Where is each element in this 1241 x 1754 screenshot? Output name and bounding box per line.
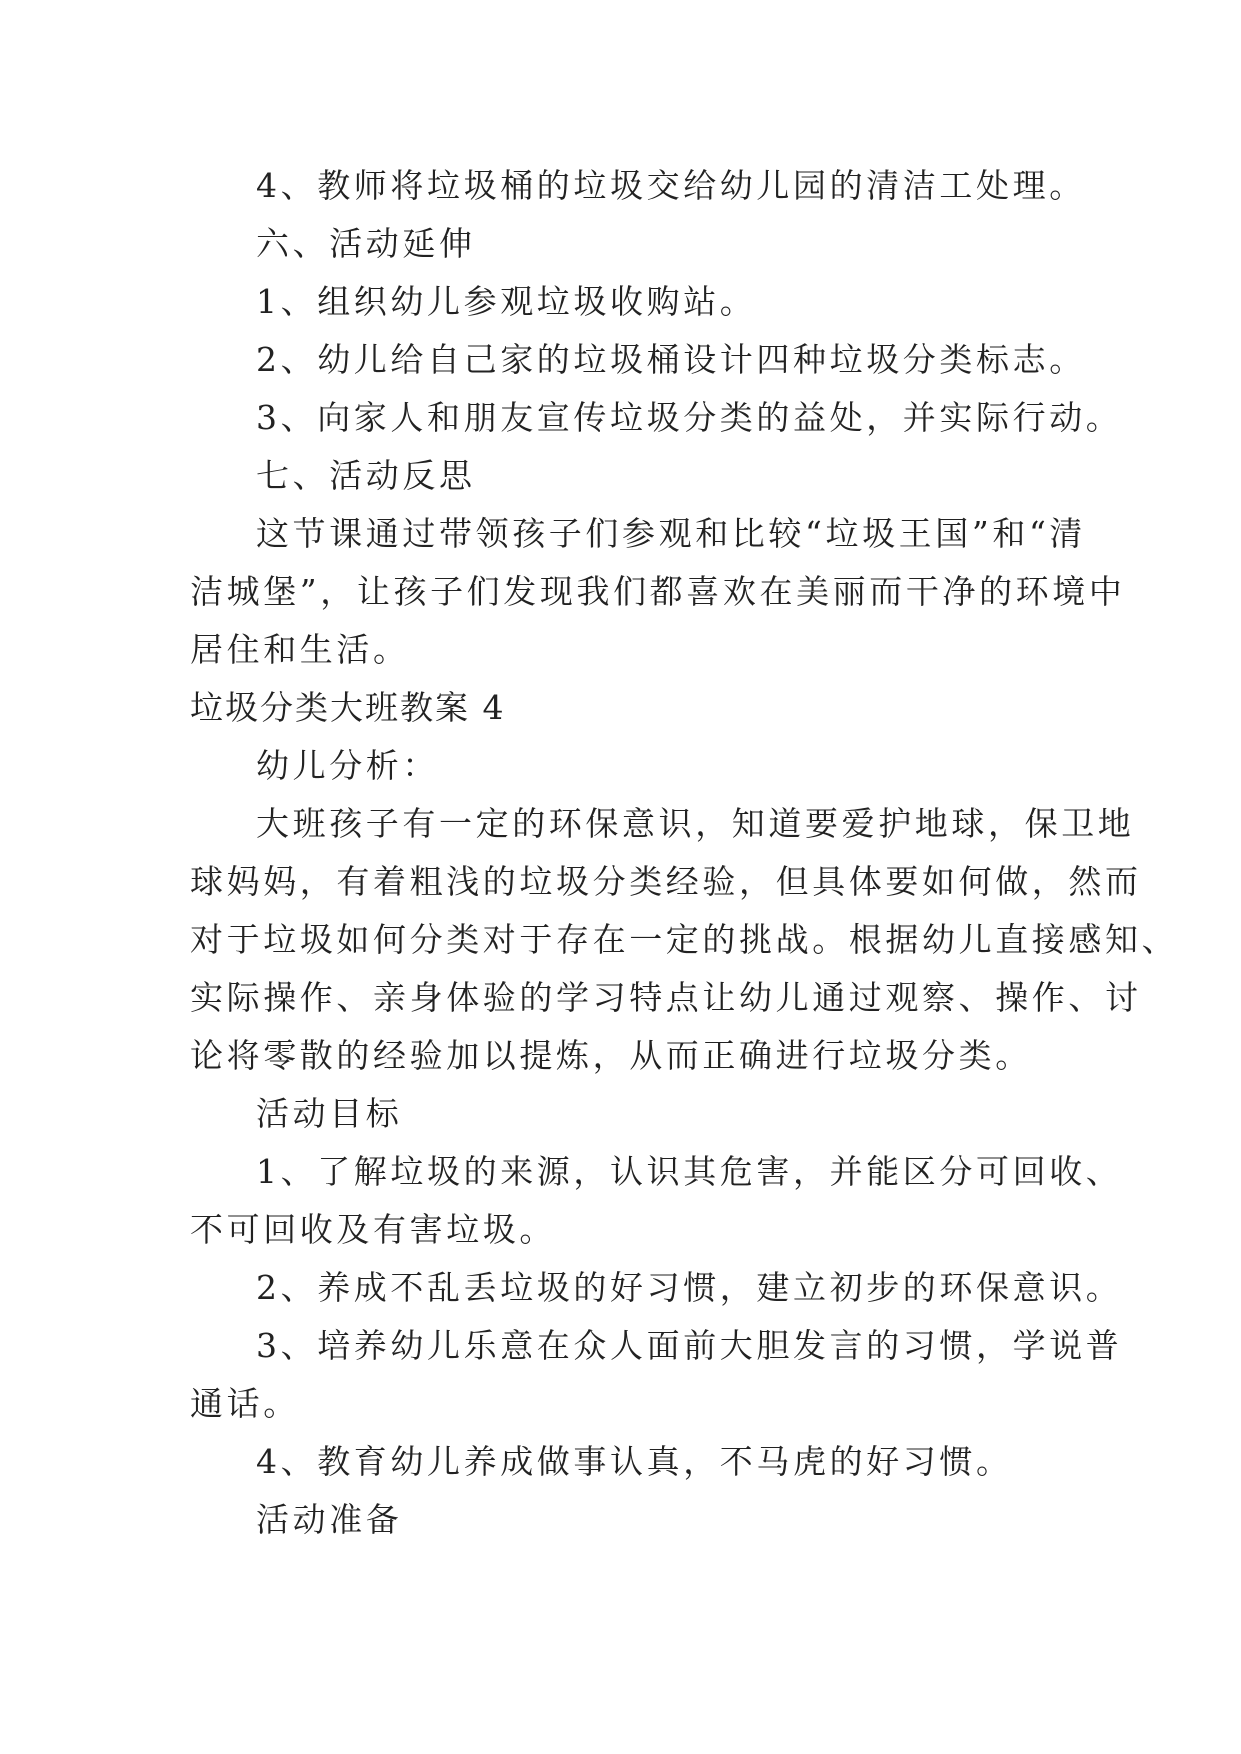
text-line: 六、活动延伸 (256, 224, 476, 263)
text-line: 3、向家人和朋友宣传垃圾分类的益处，并实际行动。 (256, 398, 1123, 437)
text-line: 2、幼儿给自己家的垃圾桶设计四种垃圾分类标志。 (256, 340, 1086, 379)
text-line: 通话。 (190, 1384, 300, 1423)
text-line: 活动准备 (256, 1500, 403, 1539)
text-line: 4、教师将垃圾桶的垃圾交给幼儿园的清洁工处理。 (256, 166, 1086, 205)
text-line: 实际操作、亲身体验的学习特点让幼儿通过观察、操作、讨 (190, 978, 1142, 1017)
text-line: 3、培养幼儿乐意在众人面前大胆发言的习惯，学说普 (256, 1326, 1123, 1365)
text-line: 球妈妈，有着粗浅的垃圾分类经验，但具体要如何做，然而 (190, 862, 1142, 901)
text-line: 论将零散的经验加以提炼，从而正确进行垃圾分类。 (190, 1036, 1032, 1075)
text-line: 幼儿分析： (256, 746, 439, 785)
text-line: 不可回收及有害垃圾。 (190, 1210, 556, 1249)
text-line: 1、了解垃圾的来源，认识其危害，并能区分可回收、 (256, 1152, 1123, 1191)
text-line: 七、活动反思 (256, 456, 476, 495)
text-line: 4、教育幼儿养成做事认真，不马虎的好习惯。 (256, 1442, 1013, 1481)
text-line: 居住和生活。 (190, 630, 410, 669)
text-line: 1、组织幼儿参观垃圾收购站。 (256, 282, 757, 321)
text-line: 对于垃圾如何分类对于存在一定的挑战。根据幼儿直接感知、 (190, 920, 1179, 959)
text-line: 这节课通过带领孩子们参观和比较“垃圾王国”和“清 (256, 514, 1087, 553)
text-line: 洁城堡”，让孩子们发现我们都喜欢在美丽而干净的环境中 (190, 572, 1126, 611)
document-body (190, 157, 1179, 1549)
text-line: 活动目标 (256, 1094, 403, 1133)
text-line: 大班孩子有一定的环保意识，知道要爱护地球，保卫地 (256, 804, 1135, 843)
section-heading: 垃圾分类大班教案 4 (190, 688, 506, 727)
text-line: 2、养成不乱丢垃圾的好习惯，建立初步的环保意识。 (256, 1268, 1123, 1307)
